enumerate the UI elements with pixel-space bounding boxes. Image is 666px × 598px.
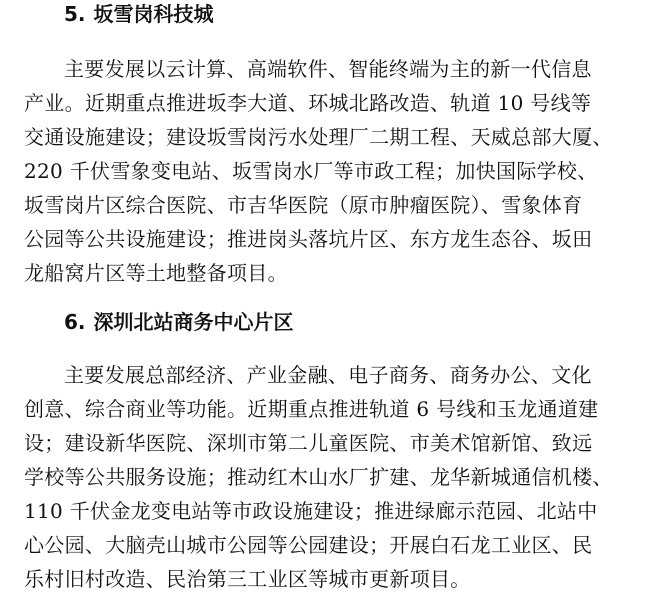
paragraph-line: 学校等公共服务设施；推动红木山水厂扩建、龙华新城通信机楼、 bbox=[24, 465, 613, 489]
paragraph-line: 主要发展总部经济、产业金融、电子商务、商务办公、文化 bbox=[64, 363, 592, 387]
paragraph-line: 交通设施建设；建设坂雪岗污水处理厂二期工程、天威总部大厦、 bbox=[24, 125, 613, 149]
paragraph-line: 主要发展以云计算、高端软件、智能终端为主的新一代信息 bbox=[64, 57, 592, 81]
paragraph-line: 乐村旧村改造、民治第三工业区等城市更新项目。 bbox=[24, 567, 471, 591]
section-heading-6 bbox=[64, 310, 294, 334]
paragraph-line: 创意、综合商业等功能。近期重点推进轨道 6 号线和玉龙通道建 bbox=[24, 397, 599, 421]
paragraph-line: 坂雪岗片区综合医院、市吉华医院（原市肿瘤医院）、雪象体育 bbox=[24, 193, 583, 217]
paragraph-line: 公园等公共设施建设；推进岗头落坑片区、东方龙生态谷、坂田 bbox=[24, 227, 593, 251]
section-title-5: 坂雪岗科技城 bbox=[93, 2, 214, 26]
paragraph-line: 心公园、大脑壳山城市公园等公园建设；开展白石龙工业区、民 bbox=[24, 533, 593, 557]
section-heading-5 bbox=[64, 2, 214, 26]
paragraph-line: 龙船窝片区等土地整备项目。 bbox=[24, 261, 288, 285]
section-number-5: 5. bbox=[64, 2, 86, 26]
paragraph-line: 110 千伏金龙变电站等市政设施建设；推进绿廊示范园、北站中 bbox=[24, 499, 598, 523]
paragraph-line: 220 千伏雪象变电站、坂雪岗水厂等市政工程；加快国际学校、 bbox=[24, 159, 598, 183]
section-number-6: 6. bbox=[64, 310, 86, 334]
paragraph-line: 设；建设新华医院、深圳市第二儿童医院、市美术馆新馆、致远 bbox=[24, 431, 593, 455]
section-paragraph-6 bbox=[24, 358, 644, 596]
paragraph-line: 产业。近期重点推进坂李大道、环城北路改造、轨道 10 号线等 bbox=[24, 91, 592, 115]
section-title-6: 深圳北站商务中心片区 bbox=[93, 310, 294, 334]
section-paragraph-5 bbox=[24, 52, 644, 290]
